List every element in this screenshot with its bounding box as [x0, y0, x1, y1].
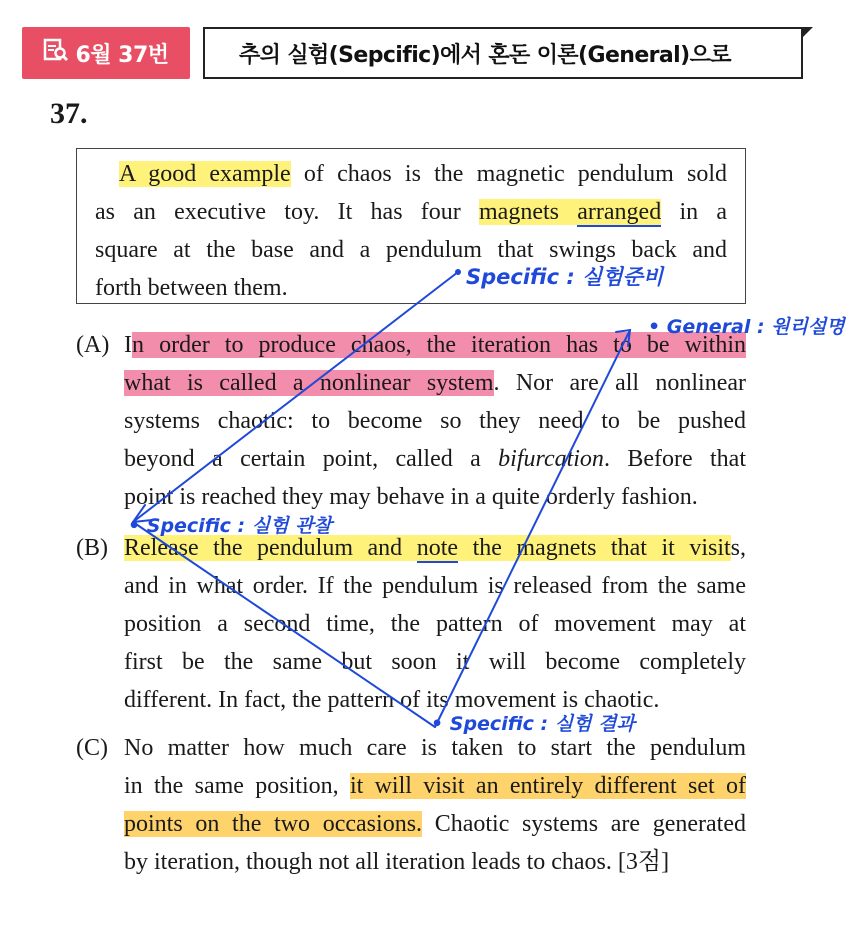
line [124, 767, 746, 805]
line [124, 364, 746, 402]
line [124, 805, 746, 843]
text: beyond a certain point, called a [124, 446, 499, 472]
line: systems chaotic: to become so they need to be pushed [124, 408, 746, 434]
line [124, 440, 746, 478]
corner-fold-icon [801, 27, 813, 39]
italic-term: bifurcation [498, 446, 604, 472]
highlight-good-example: A good example [119, 161, 291, 187]
intro-box [76, 148, 746, 304]
intro-line-3: square at the base and a pendulum that swings back and [95, 237, 727, 263]
highlight-yellow [124, 535, 731, 561]
intro-line-4: forth between them. [95, 275, 288, 301]
line: point is reached they may behave in a quite orderly fashion. [124, 484, 698, 510]
highlight-orange: points on the two occasions. [124, 811, 423, 837]
highlight-pink: what is called a nonlinear system [124, 370, 494, 396]
annotation-general: • General : 원리설명 [648, 316, 845, 338]
text: Chaotic systems are generated [422, 811, 746, 837]
text: I [124, 332, 132, 358]
line [124, 326, 746, 364]
paragraph-body [124, 529, 746, 719]
intro-text: magnets [479, 199, 578, 225]
highlight-pink: n order to produce chaos, the iteration has to be within [132, 332, 746, 358]
title-text: 추의 실험(Sepcific)에서 혼돈 이론(General)으로 [239, 42, 731, 68]
question-badge [22, 27, 190, 79]
text: s, [730, 535, 747, 561]
annotation-specific-result: • Specific : 실험 결과 [431, 713, 635, 735]
paragraph-label: (C) [76, 735, 108, 761]
line: different. In fact, the pattern of its movement is chaotic. [124, 687, 660, 713]
annotation-specific-obs: • Specific : 실험 관찰 [128, 515, 332, 537]
intro-text: as an executive toy. It has four [95, 199, 480, 225]
intro-line-1 [95, 155, 727, 193]
paragraph-label: (A) [76, 332, 110, 358]
intro-line-2 [95, 193, 727, 231]
line: No matter how much care is taken to start the pendulum [124, 735, 746, 761]
line: position a second time, the pattern of movement may at [124, 611, 746, 637]
intro-text: in a [661, 199, 728, 225]
highlight-orange: it will visit an entirely different set of [349, 773, 746, 799]
paragraph-body [124, 729, 746, 881]
line: and in what order. If the pendulum is released from the same [124, 573, 746, 599]
passage-title [203, 27, 803, 79]
badge-label: 6월 37번 [75, 42, 169, 68]
text: . Nor are all nonlinear [493, 370, 747, 396]
intro-text: of chaos is the magnetic pendulum sold [290, 161, 727, 187]
text: . Before that [603, 446, 746, 472]
magnifier-document-icon [43, 38, 69, 68]
annotation-specific-prep: Specific : 실험준비 [466, 265, 664, 289]
line: first be the same but soon it will become completely [124, 649, 746, 675]
text: in the same position, [124, 773, 350, 799]
line: by iteration, though not all iteration leads to chaos. [3점] [124, 849, 670, 875]
question-number: 37. [50, 97, 88, 130]
text: Release the pendulum and [124, 535, 417, 561]
highlight-magnets-arranged [479, 199, 661, 225]
line [124, 529, 746, 567]
text: the magnets that it visit [458, 535, 731, 561]
underline-note: note [416, 535, 459, 561]
paragraph-body [124, 326, 746, 516]
underline-arranged: arranged [577, 199, 662, 225]
paragraph-label: (B) [76, 535, 108, 561]
